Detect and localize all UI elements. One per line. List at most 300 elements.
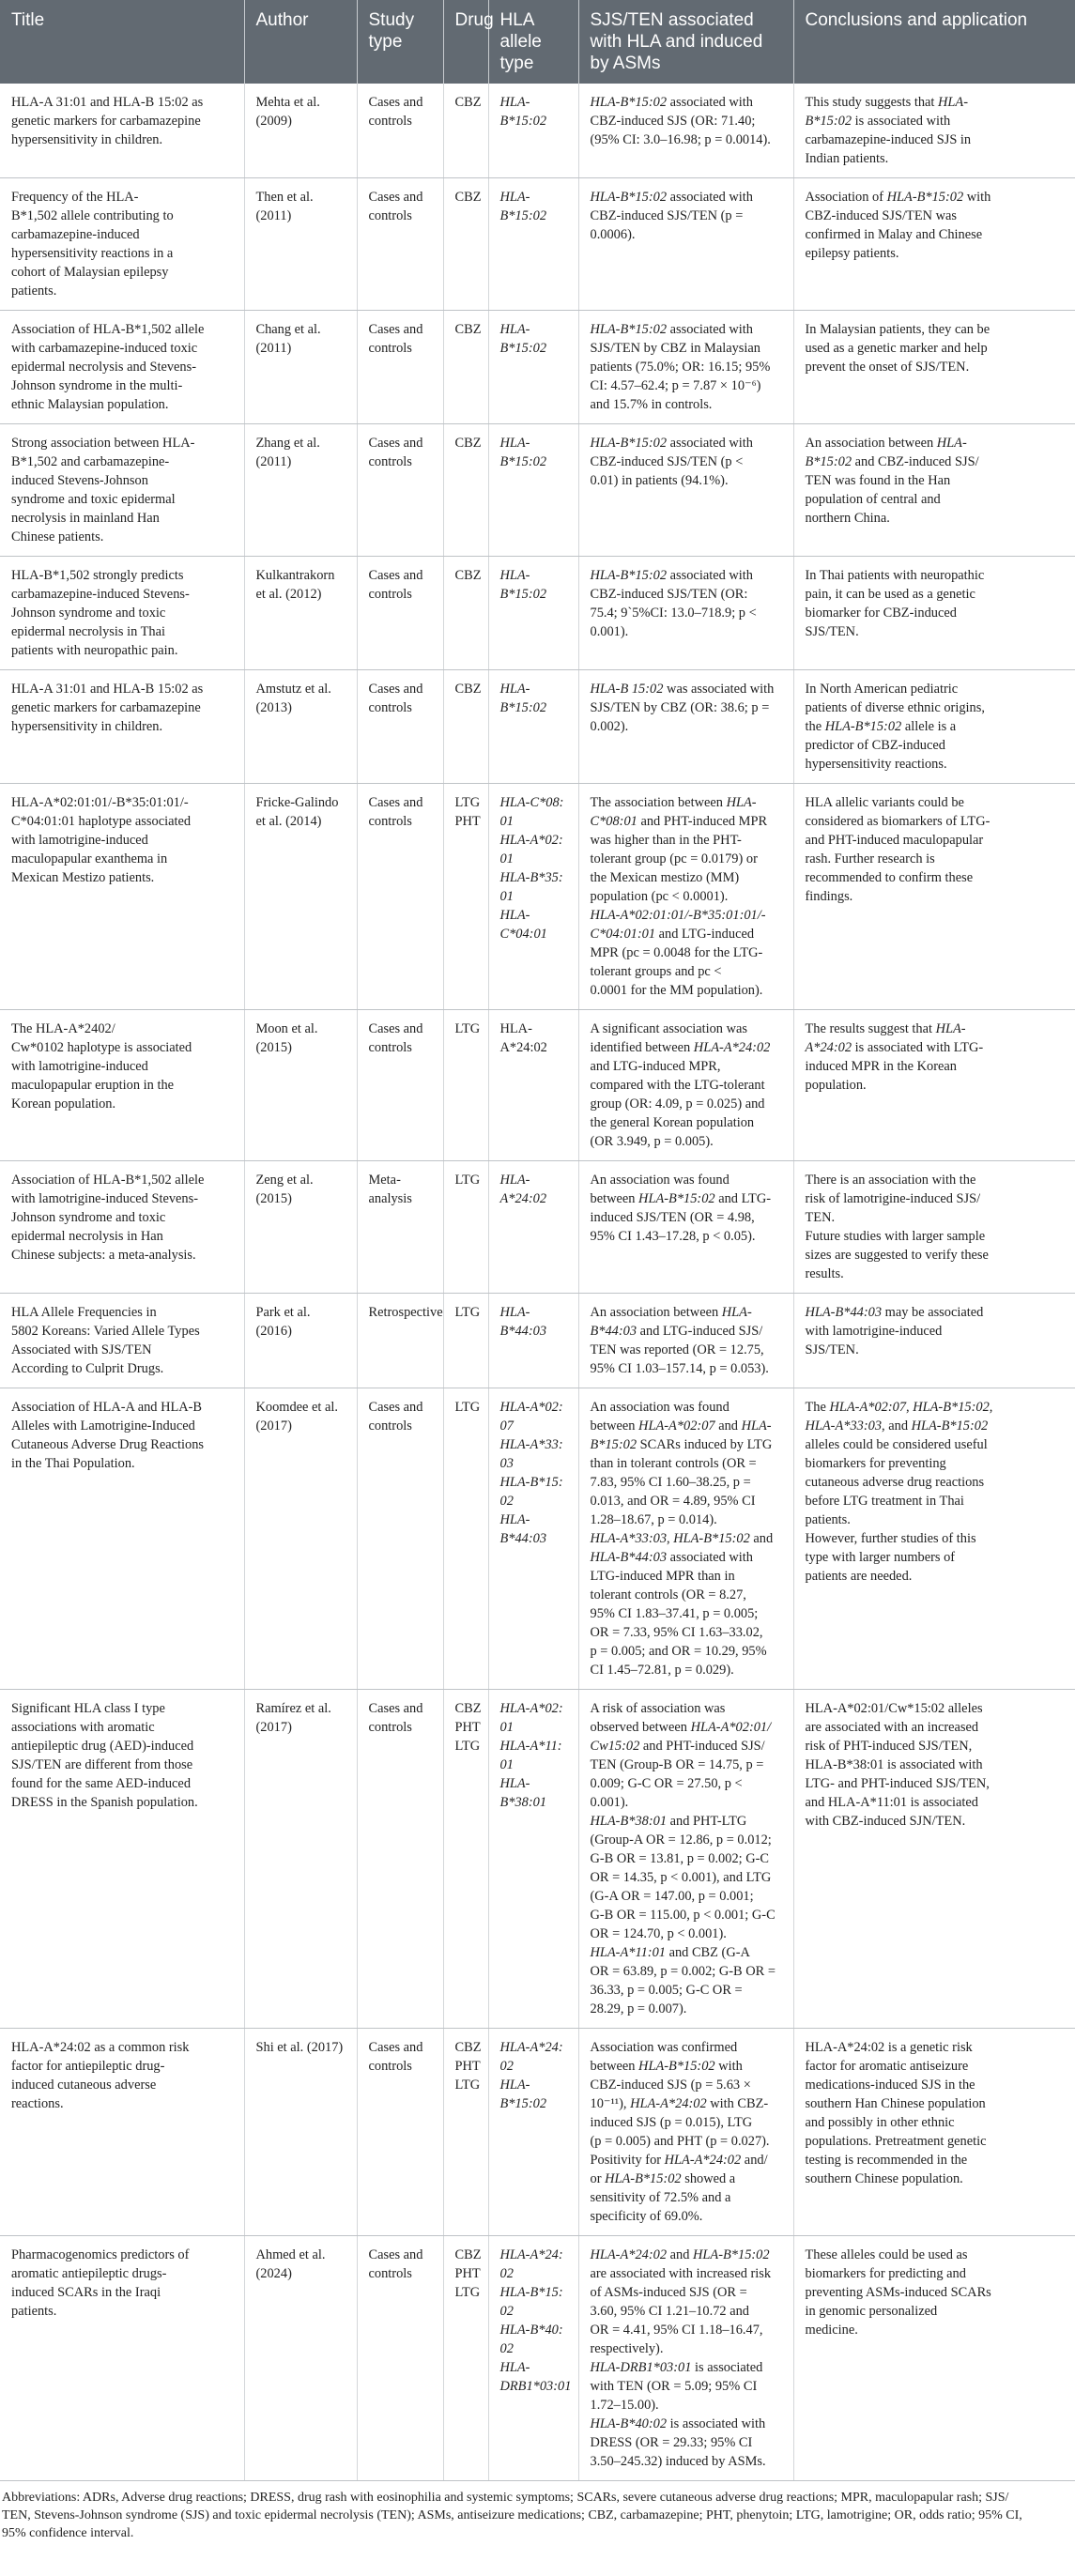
cell-study-type-line: Cases and <box>368 1701 423 1716</box>
table-row <box>0 424 1075 557</box>
cell-author-line: (2009) <box>255 114 292 129</box>
table-row <box>0 670 1075 784</box>
cell-drug-line: LTG <box>454 1400 481 1415</box>
table-row <box>0 1690 1075 2029</box>
abbreviations-line: 95% confidence interval. <box>2 2526 134 2540</box>
cell-title-line: Johnson syndrome and toxic <box>11 606 166 621</box>
cell-author <box>244 1010 357 1161</box>
cell-study-type <box>357 670 443 784</box>
cell-drug <box>443 178 488 311</box>
cell-conclusion: In Thai patients with neuropathic pain, it can be used as a genetic biomarker for CBZ-induced SJS/TEN. <box>793 557 1075 670</box>
cell-hla-allele-line: B*15:02 <box>499 114 547 129</box>
cell-author <box>244 2236 357 2481</box>
cell-hla-allele-line: HLA-A*02: <box>499 1701 563 1716</box>
cell-title-line: epidermal necrolysis and Stevens- <box>11 360 197 375</box>
cell-drug-line: LTG <box>454 1021 481 1036</box>
cell-study-type-line: controls <box>368 587 412 602</box>
cell-title-line: ethnic Malaysian population. <box>11 397 169 412</box>
cell-hla-allele-line: 02 <box>499 1494 514 1509</box>
cell-author-line: Fricke-Galindo <box>255 795 339 810</box>
cell-hla-allele-line: HLA-A*02: <box>499 833 563 848</box>
cell-drug <box>443 2029 488 2236</box>
cell-hla-allele <box>488 1690 578 2029</box>
cell-hla-allele <box>488 670 578 784</box>
cell-author <box>244 1294 357 1388</box>
cell-drug-line: CBZ <box>454 682 482 697</box>
cell-title-line: Korean population. <box>11 1096 116 1112</box>
cell-hla-allele-line: 03 <box>499 1456 514 1471</box>
cell-title <box>0 311 244 424</box>
cell-study-type-line: controls <box>368 341 412 356</box>
cell-title-line: Cw*0102 haplotype is associated <box>11 1040 192 1055</box>
col-header-study-type: Study type <box>357 0 443 84</box>
cell-title-line: HLA-B*1,502 strongly predicts <box>11 568 184 583</box>
cell-title-line: with lamotrigine-induced Stevens- <box>11 1191 199 1206</box>
col-header-association: SJS/TEN associated with HLA and induced by ASMs <box>578 0 793 84</box>
cell-author-line: (2013) <box>255 700 292 715</box>
cell-hla-allele-line: 01 <box>499 889 514 904</box>
cell-title-line: Frequency of the HLA- <box>11 190 139 205</box>
cell-hla-allele-line: HLA- <box>499 1173 530 1188</box>
cell-study-type-line: controls <box>368 208 412 223</box>
cell-title-line: maculopapular exanthema in <box>11 851 168 866</box>
cell-title-line: B*1,502 and carbamazepine- <box>11 454 170 469</box>
cell-title-line: HLA-A*02:01:01/-B*35:01:01/- <box>11 795 189 810</box>
cell-hla-allele-line: 01 <box>499 851 514 866</box>
table-row <box>0 1294 1075 1388</box>
cell-hla-allele-line: HLA- <box>499 1305 530 1320</box>
cell-hla-allele <box>488 311 578 424</box>
cell-author-line: Zhang et al. <box>255 436 320 451</box>
cell-hla-allele-line: HLA- <box>499 1021 532 1036</box>
cell-hla-allele-line: HLA- <box>499 568 530 583</box>
cell-author <box>244 784 357 1010</box>
cell-author <box>244 424 357 557</box>
cell-hla-allele-line: 02 <box>499 2341 514 2356</box>
cell-study-type <box>357 2236 443 2481</box>
cell-hla-allele-line: A*24:02 <box>499 1191 547 1206</box>
cell-title-line: Johnson syndrome in the multi- <box>11 378 183 393</box>
cell-drug-line: LTG <box>454 2078 481 2093</box>
cell-hla-allele-line: 02 <box>499 2059 514 2074</box>
cell-study-type-line: Cases and <box>368 190 423 205</box>
cell-title-line: factor for antiepileptic drug- <box>11 2059 165 2074</box>
cell-drug-line: CBZ <box>454 2247 482 2262</box>
cell-title-line: with lamotrigine-induced <box>11 1059 148 1074</box>
cell-title-line: B*1,502 allele contributing to <box>11 208 174 223</box>
cell-drug <box>443 84 488 178</box>
cell-title-line: patients. <box>11 2304 57 2319</box>
cell-title-line: C*04:01:01 haplotype associated <box>11 814 192 829</box>
cell-association: An association between HLA- B*44:03 and LTG-induced SJS/ TEN was reported (OR = 12.75, 95% CI 1.03–157.14, p = 0.053). <box>578 1294 793 1388</box>
table-row <box>0 84 1075 178</box>
cell-title <box>0 1161 244 1294</box>
cell-title-line: induced SCARs in the Iraqi <box>11 2285 161 2300</box>
cell-hla-allele-line: HLA-B*35: <box>499 870 563 885</box>
cell-title <box>0 1294 244 1388</box>
cell-study-type-line: controls <box>368 2266 412 2281</box>
cell-author-line: Park et al. (2016) <box>255 1305 311 1339</box>
cell-title-line: syndrome and toxic epidermal <box>11 492 176 507</box>
abbreviations-line: TEN, Stevens-Johnson syndrome (SJS) and toxic epidermal necrolysis (TEN); ASMs, antiseizure medications; CBZ, carbamazepine; PHT, phenytoin; LTG, lamotrigine; OR, odds ratio; 95% CI, <box>2 2508 1022 2522</box>
cell-study-type-line: controls <box>368 700 412 715</box>
cell-hla-allele <box>488 2236 578 2481</box>
cell-hla-allele-line: HLA- <box>499 436 530 451</box>
cell-conclusion: These alleles could be used as biomarkers for predicting and preventing ASMs-induced SCARs in genomic personalized medicine. <box>793 2236 1075 2481</box>
cell-association: HLA-B*15:02 associated with CBZ-induced SJS/TEN (OR: 75.4; 9`5%CI: 13.0–718.9; p < 0.001). <box>578 557 793 670</box>
cell-author-line: (2017) <box>255 1720 292 1735</box>
cell-author-line: (2024) <box>255 2266 292 2281</box>
cell-conclusion: HLA-A*24:02 is a genetic risk factor for aromatic antiseizure medications-induced SJS in the southern Han Chinese population and possibly in other ethnic populations. Pretreatment genetic testing is recommended in the southern Chinese population. <box>793 2029 1075 2236</box>
cell-title <box>0 670 244 784</box>
cell-drug-line: PHT <box>454 2059 481 2074</box>
cell-title-line: genetic markers for carbamazepine <box>11 700 201 715</box>
cell-title-line: SJS/TEN are different from those <box>11 1757 193 1772</box>
cell-study-type-line: Cases and <box>368 682 423 697</box>
cell-study-type-line: Cases and <box>368 795 423 810</box>
cell-drug <box>443 424 488 557</box>
cell-hla-allele-line: 02 <box>499 2304 514 2319</box>
cell-drug-line: PHT <box>454 814 481 829</box>
cell-title <box>0 557 244 670</box>
cell-hla-allele-line: B*15:02 <box>499 700 547 715</box>
cell-title-line: hypersensitivity in children. <box>11 132 163 147</box>
cell-study-type-line: Retrospective <box>368 1305 443 1320</box>
cell-author-line: Ahmed et al. <box>255 2247 326 2262</box>
cell-title-line: Pharmacogenomics predictors of <box>11 2247 190 2262</box>
cell-title-line: epidermal necrolysis in Han <box>11 1229 163 1244</box>
cell-title-line: genetic markers for carbamazepine <box>11 114 201 129</box>
cell-title <box>0 1690 244 2029</box>
cell-title-line: Mexican Mestizo patients. <box>11 870 155 885</box>
cell-title-line: with lamotrigine-induced <box>11 833 148 848</box>
cell-drug-line: CBZ <box>454 95 482 110</box>
table-row <box>0 2236 1075 2481</box>
cell-association: A significant association was identified between HLA-A*24:02 and LTG-induced MPR, compared with the LTG-tolerant group (OR: 4.09, p = 0.025) and the general Korean population (OR 3.949, p = 0.005). <box>578 1010 793 1161</box>
cell-study-type-line: controls <box>368 114 412 129</box>
cell-title-line: Chinese patients. <box>11 529 104 544</box>
cell-drug <box>443 2236 488 2481</box>
col-header-hla-allele: HLA allele type <box>488 0 578 84</box>
cell-drug <box>443 1010 488 1161</box>
cell-conclusion: An association between HLA- B*15:02 and CBZ-induced SJS/ TEN was found in the Han population of central and northern China. <box>793 424 1075 557</box>
cell-study-type-line: Cases and <box>368 322 423 337</box>
cell-hla-allele-line: HLA-A*24: <box>499 2247 563 2262</box>
cell-hla-allele <box>488 178 578 311</box>
table-row <box>0 2029 1075 2236</box>
cell-hla-allele-line: C*04:01 <box>499 927 547 942</box>
cell-hla-allele <box>488 1294 578 1388</box>
cell-conclusion: Association of HLA-B*15:02 with CBZ-induced SJS/TEN was confirmed in Malay and Chinese epilepsy patients. <box>793 178 1075 311</box>
cell-title-line: HLA-A 31:01 and HLA-B 15:02 as <box>11 95 204 110</box>
cell-title-line: patients. <box>11 284 57 299</box>
cell-hla-allele-line: B*15:02 <box>499 2096 547 2111</box>
cell-title-line: Cutaneous Adverse Drug Reactions <box>11 1437 205 1452</box>
cell-hla-allele-line: B*15:02 <box>499 454 547 469</box>
cell-association: An association was found between HLA-B*15:02 and LTG- induced SJS/TEN (OR = 4.98, 95% CI 1.43–17.28, p < 0.05). <box>578 1161 793 1294</box>
cell-study-type <box>357 557 443 670</box>
col-header-title: Title <box>0 0 244 84</box>
cell-drug-line: PHT <box>454 2266 481 2281</box>
cell-author <box>244 178 357 311</box>
cell-hla-allele-line: 01 <box>499 814 514 829</box>
cell-hla-allele <box>488 424 578 557</box>
cell-hla-allele-line: 02 <box>499 2266 514 2281</box>
cell-author-line: Chang et al. <box>255 322 321 337</box>
cell-conclusion: HLA allelic variants could be considered as biomarkers of LTG- and PHT-induced maculopapular rash. Further research is recommended to confirm these findings. <box>793 784 1075 1010</box>
cell-hla-allele-line: HLA-A*11: <box>499 1739 562 1754</box>
cell-drug <box>443 1161 488 1294</box>
cell-drug-line: CBZ <box>454 322 482 337</box>
cell-hla-allele-line: HLA- <box>499 2360 530 2375</box>
cell-hla-allele <box>488 1161 578 1294</box>
cell-author-line: Ramírez et al. <box>255 1701 331 1716</box>
cell-drug-line: LTG <box>454 1305 481 1320</box>
cell-title-line: epidermal necrolysis in Thai <box>11 624 165 639</box>
cell-drug-line: LTG <box>454 1173 481 1188</box>
cell-association: Association was confirmed between HLA-B*15:02 with CBZ-induced SJS (p = 5.63 × 10⁻¹¹), HLA-A*24:02 with CBZ- induced SJS (p = 0.015), LTG (p = 0.005) and PHT (p = 0.027). Positivity for HLA-A*24:02 and/ or HLA-B*15:02 showed a sensitivity of 72.5% and a specificity of 69.0%. <box>578 2029 793 2236</box>
cell-study-type-line: Cases and <box>368 2040 423 2055</box>
cell-title-line: Significant HLA class I type <box>11 1701 165 1716</box>
cell-hla-allele-line: HLA- <box>499 908 530 923</box>
cell-title-line: HLA Allele Frequencies in <box>11 1305 157 1320</box>
cell-conclusion: HLA-A*02:01/Cw*15:02 alleles are associated with an increased risk of PHT-induced SJS/TEN, HLA-B*38:01 is associated with LTG- and PHT-induced SJS/TEN, and HLA-A*11:01 is associated with CBZ-induced SJN/TEN. <box>793 1690 1075 2029</box>
cell-title-line: associations with aromatic <box>11 1720 155 1735</box>
cell-study-type <box>357 311 443 424</box>
cell-title-line: hypersensitivity in children. <box>11 719 163 734</box>
cell-drug-line: CBZ <box>454 436 482 451</box>
cell-title-line: maculopapular eruption in the <box>11 1078 175 1093</box>
cell-study-type-line: Cases and <box>368 436 423 451</box>
cell-title-line: Alleles with Lamotrigine-Induced <box>11 1418 195 1434</box>
cell-study-type <box>357 2029 443 2236</box>
cell-study-type <box>357 1010 443 1161</box>
cell-drug <box>443 670 488 784</box>
table-row <box>0 311 1075 424</box>
cell-study-type-line: Cases and <box>368 568 423 583</box>
cell-study-type <box>357 1161 443 1294</box>
cell-study-type-line: Cases and <box>368 1400 423 1415</box>
cell-study-type <box>357 178 443 311</box>
cell-author-line: (2017) <box>255 1418 292 1434</box>
cell-drug-line: CBZ <box>454 1701 482 1716</box>
cell-study-type <box>357 424 443 557</box>
cell-title-line: HLA-A 31:01 and HLA-B 15:02 as <box>11 682 204 697</box>
table-row <box>0 1161 1075 1294</box>
cell-title <box>0 1388 244 1690</box>
cell-title-line: antiepileptic drug (AED)-induced <box>11 1739 194 1754</box>
cell-drug-line: PHT <box>454 1720 481 1735</box>
cell-hla-allele-line: B*15:02 <box>499 208 547 223</box>
cell-hla-allele-line: HLA- <box>499 682 530 697</box>
cell-title-line: carbamazepine-induced Stevens- <box>11 587 190 602</box>
cell-study-type <box>357 784 443 1010</box>
cell-association: The association between HLA- C*08:01 and PHT-induced MPR was higher than in the PHT- tolerant group (pc = 0.0179) or the Mexican mestizo (MM) population (pc < 0.0001). HLA-A*02:01:01/-B*35:01:01/- C*04:01:01 and LTG-induced MPR (pc = 0.0048 for the LTG- tolerant groups and pc < 0.0001 for the MM population). <box>578 784 793 1010</box>
cell-author-line: Zeng et al. (2015) <box>255 1173 314 1206</box>
cell-study-type-line: controls <box>368 814 412 829</box>
cell-author-line: Kulkantrakorn <box>255 568 335 583</box>
cell-hla-allele <box>488 784 578 1010</box>
cell-author-line: Koomdee et al. <box>255 1400 339 1415</box>
cell-drug-line: LTG <box>454 1739 481 1754</box>
cell-study-type <box>357 1388 443 1690</box>
cell-title <box>0 424 244 557</box>
cell-hla-allele-line: HLA- <box>499 190 530 205</box>
cell-title-line: According to Culprit Drugs. <box>11 1361 164 1376</box>
cell-conclusion: In Malaysian patients, they can be used as a genetic marker and help prevent the onset of SJS/TEN. <box>793 311 1075 424</box>
cell-title <box>0 2236 244 2481</box>
cell-association: HLA-B*15:02 associated with CBZ-induced SJS/TEN (p < 0.01) in patients (94.1%). <box>578 424 793 557</box>
cell-title-line: patients with neuropathic pain. <box>11 643 178 658</box>
cell-study-type-line: Cases and <box>368 95 423 110</box>
cell-study-type <box>357 1294 443 1388</box>
cell-hla-allele-line: HLA- <box>499 1776 530 1791</box>
cell-hla-allele-line: HLA-A*24: <box>499 2040 563 2055</box>
cell-conclusion: The results suggest that HLA- A*24:02 is associated with LTG- induced MPR in the Korean population. <box>793 1010 1075 1161</box>
cell-hla-allele-line: B*44:03 <box>499 1324 547 1339</box>
cell-study-type-line: controls <box>368 1418 412 1434</box>
cell-title-line: aromatic antiepileptic drugs- <box>11 2266 167 2281</box>
cell-association: HLA-A*24:02 and HLA-B*15:02 are associated with increased risk of ASMs-induced SJS (OR = 3.60, 95% CI 1.21–10.72 and OR = 4.41, 95% CI 1.18–16.47, respectively). HLA-DRB1*03:01 is associated with TEN (OR = 5.09; 95% CI 1.72–15.00). HLA-B*40:02 is associated with DRESS (OR = 29.33; 95% CI 3.50–245.32) induced by ASMs. <box>578 2236 793 2481</box>
cell-hla-allele-line: B*15:02 <box>499 341 547 356</box>
cell-author <box>244 84 357 178</box>
cell-title-line: in the Thai Population. <box>11 1456 135 1471</box>
cell-hla-allele-line: HLA- <box>499 95 530 110</box>
cell-drug <box>443 1690 488 2029</box>
cell-title-line: Association of HLA-B*1,502 allele <box>11 322 205 337</box>
cell-title-line: with carbamazepine-induced toxic <box>11 341 198 356</box>
cell-author <box>244 557 357 670</box>
table-row <box>0 1010 1075 1161</box>
cell-association: HLA-B*15:02 associated with CBZ-induced SJS (OR: 71.40; (95% CI: 3.0–16.98; p = 0.0014). <box>578 84 793 178</box>
cell-drug <box>443 557 488 670</box>
table-row <box>0 784 1075 1010</box>
cell-hla-allele-line: HLA-B*40: <box>499 2323 563 2338</box>
cell-hla-allele-line: B*15:02 <box>499 587 547 602</box>
table-row <box>0 1388 1075 1690</box>
cell-hla-allele-line: 01 <box>499 1757 514 1772</box>
cell-author-line: Mehta et al. <box>255 95 320 110</box>
abbreviations-line: Abbreviations: ADRs, Adverse drug reactions; DRESS, drug rash with eosinophilia and systemic symptoms; SCARs, severe cutaneous adverse drug reactions; MPR, maculopapular rash; SJS/ <box>2 2491 1009 2505</box>
cell-conclusion: The HLA-A*02:07, HLA-B*15:02, HLA-A*33:03, and HLA-B*15:02 alleles could be considered useful biomarkers for preventing cutaneous adverse drug reactions before LTG treatment in Thai patients. However, further studies of this type with larger numbers of patients are needed. <box>793 1388 1075 1690</box>
abbreviations-footnote <box>0 2481 1075 2542</box>
cell-title-line: The HLA-A*2402/ <box>11 1021 115 1036</box>
cell-author-line: Moon et al. (2015) <box>255 1021 318 1055</box>
cell-title-line: DRESS in the Spanish population. <box>11 1795 198 1810</box>
cell-drug-line: LTG <box>454 795 481 810</box>
cell-title-line: Association of HLA-B*1,502 allele <box>11 1173 205 1188</box>
cell-drug <box>443 784 488 1010</box>
cell-conclusion: HLA-B*44:03 may be associated with lamotrigine-induced SJS/TEN. <box>793 1294 1075 1388</box>
cell-conclusion: There is an association with the risk of lamotrigine-induced SJS/ TEN. Future studies with larger sample sizes are suggested to verify these results. <box>793 1161 1075 1294</box>
cell-title <box>0 178 244 311</box>
cell-hla-allele-line: HLA- <box>499 1512 530 1527</box>
header-row <box>0 0 1075 84</box>
cell-study-type-line: controls <box>368 2059 412 2074</box>
cell-hla-allele-line: HLA- <box>499 2078 530 2093</box>
cell-hla-allele <box>488 2029 578 2236</box>
cell-conclusion: In North American pediatric patients of diverse ethnic origins, the HLA-B*15:02 allele is a predictor of CBZ-induced hypersensitivity reactions. <box>793 670 1075 784</box>
cell-hla-allele-line: 01 <box>499 1720 514 1735</box>
table-row <box>0 178 1075 311</box>
cell-hla-allele-line: HLA-A*33: <box>499 1437 563 1452</box>
cell-drug-line: CBZ <box>454 190 482 205</box>
cell-title <box>0 784 244 1010</box>
cell-title-line: carbamazepine-induced <box>11 227 140 242</box>
cell-drug <box>443 1294 488 1388</box>
cell-title-line: Association of HLA-A and HLA-B <box>11 1400 203 1415</box>
cell-study-type-line: controls <box>368 1720 412 1735</box>
cell-association: HLA-B*15:02 associated with SJS/TEN by CBZ in Malaysian patients (75.0%; OR: 16.15; 95% CI: 4.57–62.4; p = 7.87 × 10⁻⁶) and 15.7% in controls. <box>578 311 793 424</box>
cell-author <box>244 1388 357 1690</box>
cell-title-line: hypersensitivity reactions in a <box>11 246 174 261</box>
cell-hla-allele-line: HLA- <box>499 322 530 337</box>
cell-association: An association was found between HLA-A*02:07 and HLA- B*15:02 SCARs induced by LTG than in tolerant controls (OR = 7.83, 95% CI 1.60–38.25, p = 0.013, and OR = 4.89, 95% CI 1.28–18.67, p = 0.014). HLA-A*33:03, HLA-B*15:02 and HLA-B*44:03 associated with LTG-induced MPR than in tolerant controls (OR = 8.27, 95% CI 1.83–37.41, p = 0.005; OR = 7.33, 95% CI 1.63–33.02, p = 0.005; and OR = 10.29, 95% CI 1.45–72.81, p = 0.029). <box>578 1388 793 1690</box>
cell-hla-allele-line: B*38:01 <box>499 1795 547 1810</box>
cell-drug-line: CBZ <box>454 2040 482 2055</box>
cell-author-line: (2011) <box>255 341 292 356</box>
cell-drug <box>443 311 488 424</box>
cell-association: HLA-B 15:02 was associated with SJS/TEN by CBZ (OR: 38.6; p = 0.002). <box>578 670 793 784</box>
cell-hla-allele-line: HLA-C*08: <box>499 795 564 810</box>
col-header-drug: Drug <box>443 0 488 84</box>
cell-author <box>244 670 357 784</box>
cell-title <box>0 1010 244 1161</box>
cell-study-type-line: Cases and <box>368 2247 423 2262</box>
cell-hla-allele-line: 07 <box>499 1418 514 1434</box>
cell-title-line: necrolysis in mainland Han <box>11 511 160 526</box>
cell-drug <box>443 1388 488 1690</box>
cell-study-type-line: Cases and <box>368 1021 423 1036</box>
cell-hla-allele <box>488 1010 578 1161</box>
cell-hla-allele-line: B*44:03 <box>499 1531 547 1546</box>
cell-author-line: (2011) <box>255 454 292 469</box>
cell-association: HLA-B*15:02 associated with CBZ-induced SJS/TEN (p = 0.0006). <box>578 178 793 311</box>
cell-hla-allele <box>488 557 578 670</box>
cell-author-line: Then et al. (2011) <box>255 190 314 223</box>
cell-title-line: Chinese subjects: a meta-analysis. <box>11 1248 196 1263</box>
cell-study-type-line: controls <box>368 1040 412 1055</box>
cell-conclusion: This study suggests that HLA- B*15:02 is associated with carbamazepine-induced SJS in Indian patients. <box>793 84 1075 178</box>
cell-hla-allele-line: DRB1*03:01 <box>499 2379 572 2394</box>
cell-association: A risk of association was observed between HLA-A*02:01/ Cw15:02 and PHT-induced SJS/ TEN (Group-B OR = 14.75, p = 0.009; G-C OR = 27.50, p < 0.001). HLA-B*38:01 and PHT-LTG (Group-A OR = 12.86, p = 0.012; G-B OR = 13.81, p = 0.002; G-C OR = 14.35, p < 0.001), and LTG (G-A OR = 147.00, p = 0.001; G-B OR = 115.00, p < 0.001; G-C OR = 124.70, p < 0.001). HLA-A*11:01 and CBZ (G-A OR = 63.89, p = 0.002; G-B OR = 36.33, p = 0.005; G-C OR = 28.29, p = 0.007). <box>578 1690 793 2029</box>
cell-hla-allele <box>488 1388 578 1690</box>
cell-author-line: et al. (2014) <box>255 814 322 829</box>
cell-title-line: found for the same AED-induced <box>11 1776 192 1791</box>
cell-drug-line: CBZ <box>454 568 482 583</box>
cell-title-line: HLA-A*24:02 as a common risk <box>11 2040 190 2055</box>
cell-title-line: induced cutaneous adverse <box>11 2078 157 2093</box>
cell-hla-allele-line: HLA-A*02: <box>499 1400 563 1415</box>
cell-hla-allele-line: HLA-B*15: <box>499 2285 563 2300</box>
cell-title-line: cohort of Malaysian epilepsy <box>11 265 169 280</box>
cell-author-line: et al. (2012) <box>255 587 322 602</box>
cell-study-type-line: Meta-analysis <box>368 1173 412 1206</box>
cell-title <box>0 84 244 178</box>
cell-title <box>0 2029 244 2236</box>
cell-title-line: induced Stevens-Johnson <box>11 473 148 488</box>
cell-hla-allele-line: HLA-B*15: <box>499 1475 563 1490</box>
cell-title-line: Strong association between HLA- <box>11 436 195 451</box>
cell-author-line: Amstutz et al. <box>255 682 331 697</box>
table-row <box>0 557 1075 670</box>
cell-author-line: Shi et al. (2017) <box>255 2040 344 2055</box>
cell-study-type <box>357 1690 443 2029</box>
col-header-author: Author <box>244 0 357 84</box>
cell-author <box>244 1161 357 1294</box>
table-body <box>0 84 1075 2481</box>
cell-study-type <box>357 84 443 178</box>
